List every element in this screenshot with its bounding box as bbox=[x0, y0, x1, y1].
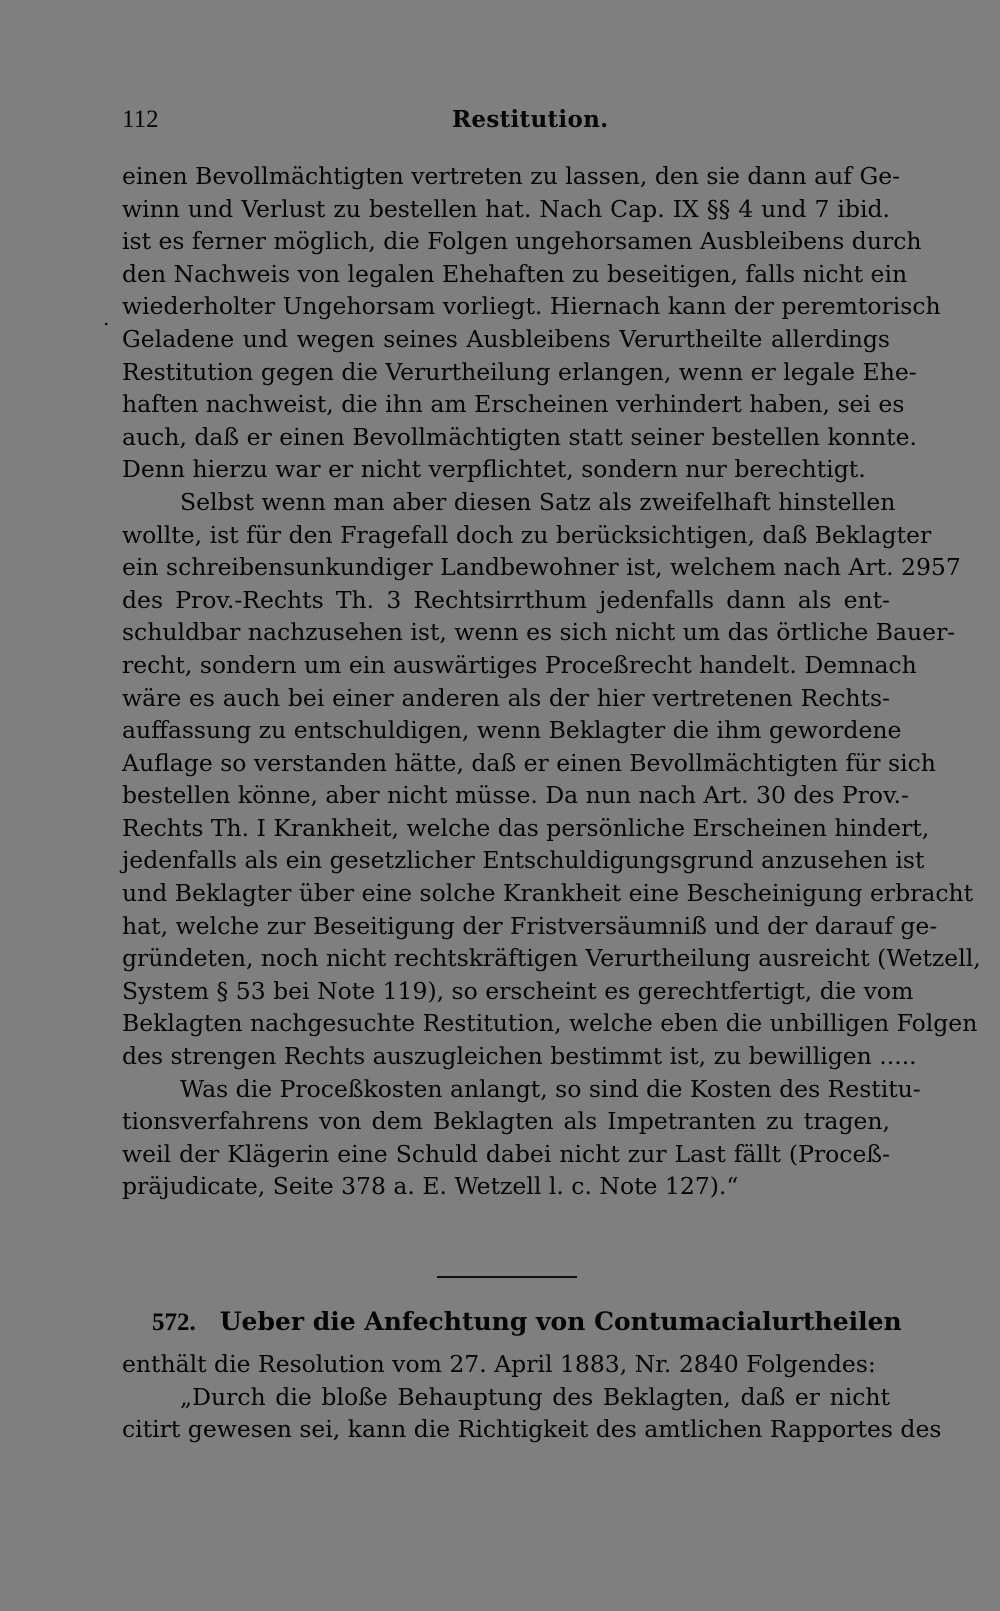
body-text bbox=[122, 160, 981, 1203]
text-line: des strengen Rechts auszugleichen bestimmt ist, zu bewilligen ..... bbox=[122, 1042, 917, 1071]
running-title: Restitution. bbox=[452, 106, 609, 133]
section-heading bbox=[152, 1307, 902, 1343]
text-line: hat, welche zur Beseitigung der Fristversäumniß und der darauf ge- bbox=[122, 911, 938, 940]
margin-mark: . bbox=[103, 306, 110, 330]
text-line: ein schreibensunkundiger Landbewohner ist, welchem nach Art. 2957 bbox=[122, 553, 961, 582]
text-line: schuldbar nachzusehen ist, wenn es sich nicht um das örtliche Bauer- bbox=[122, 618, 956, 647]
text-line: wäre es auch bei einer anderen als der hier vertretenen Rechts- bbox=[122, 683, 890, 712]
text-line: Auflage so verstanden hätte, daß er einen Bevollmächtigten für sich bbox=[122, 748, 936, 777]
running-head bbox=[122, 106, 892, 142]
text-line: Denn hierzu war er nicht verpflichtet, sondern nur berechtigt. bbox=[122, 455, 866, 484]
section-divider bbox=[437, 1276, 577, 1278]
text-line: des Prov.-Rechts Th. 3 Rechtsirrthum jedenfalls dann als ent- bbox=[122, 585, 890, 614]
text-line: wollte, ist für den Fragefall doch zu berücksichtigen, daß Beklagter bbox=[122, 520, 932, 549]
text-line: wiederholter Ungehorsam vorliegt. Hiernach kann der peremtorisch bbox=[122, 292, 941, 321]
text-line: tionsverfahrens von dem Beklagten als Impetranten zu tragen, bbox=[122, 1107, 890, 1136]
page-number: 112 bbox=[122, 106, 159, 133]
text-line: Was die Proceßkosten anlangt, so sind die Kosten des Restitu- bbox=[180, 1074, 921, 1103]
text-line: Selbst wenn man aber diesen Satz als zweifelhaft hinstellen bbox=[180, 487, 896, 516]
text-line: gründeten, noch nicht rechtskräftigen Verurtheilung ausreicht (Wetzell, bbox=[122, 944, 981, 973]
text-line: winn und Verlust zu bestellen hat. Nach Cap. IX §§ 4 und 7 ibid. bbox=[122, 194, 890, 223]
text-line: Beklagten nachgesuchte Restitution, welche eben die unbilligen Folgen bbox=[122, 1009, 978, 1038]
text-line: präjudicate, Seite 378 a. E. Wetzell l. c. Note 127).“ bbox=[122, 1172, 739, 1201]
section-text bbox=[122, 1348, 942, 1446]
text-line: haften nachweist, die ihn am Erscheinen verhindert haben, sei es bbox=[122, 390, 905, 419]
text-line: auch, daß er einen Bevollmächtigten statt seiner bestellen konnte. bbox=[122, 422, 917, 451]
text-line: „Durch die bloße Behauptung des Beklagten, daß er nicht bbox=[180, 1382, 890, 1411]
text-line: Restitution gegen die Verurtheilung erlangen, wenn er legale Ehe- bbox=[122, 357, 917, 386]
section-number: 572. bbox=[152, 1309, 196, 1336]
text-line: auffassung zu entschuldigen, wenn Beklagter die ihm gewordene bbox=[122, 716, 902, 745]
text-line: Rechts Th. I Krankheit, welche das persönliche Erscheinen hindert, bbox=[122, 813, 930, 842]
section-title: Ueber die Anfechtung von Contumacialurtheilen bbox=[219, 1307, 902, 1336]
text-line: den Nachweis von legalen Ehehaften zu beseitigen, falls nicht ein bbox=[122, 259, 908, 288]
text-line: recht, sondern um ein auswärtiges Proceßrecht handelt. Demnach bbox=[122, 650, 917, 679]
text-line: Geladene und wegen seines Ausbleibens Verurtheilte allerdings bbox=[122, 324, 890, 353]
text-line: jedenfalls als ein gesetzlicher Entschuldigungsgrund anzusehen ist bbox=[122, 846, 925, 875]
text-line: ist es ferner möglich, die Folgen ungehorsamen Ausbleibens durch bbox=[122, 227, 922, 256]
text-line: weil der Klägerin eine Schuld dabei nicht zur Last fällt (Proceß- bbox=[122, 1139, 890, 1168]
text-line: enthält die Resolution vom 27. April 1883, Nr. 2840 Folgendes: bbox=[122, 1350, 876, 1378]
text-line: citirt gewesen sei, kann die Richtigkeit des amtlichen Rapportes des bbox=[122, 1415, 942, 1444]
text-line: System § 53 bei Note 119), so erscheint es gerechtfertigt, die vom bbox=[122, 976, 914, 1005]
text-line: und Beklagter über eine solche Krankheit eine Bescheinigung erbracht bbox=[122, 879, 974, 908]
text-line: einen Bevollmächtigten vertreten zu lassen, den sie dann auf Ge- bbox=[122, 162, 901, 190]
text-line: bestellen könne, aber nicht müsse. Da nun nach Art. 30 des Prov.- bbox=[122, 781, 909, 810]
